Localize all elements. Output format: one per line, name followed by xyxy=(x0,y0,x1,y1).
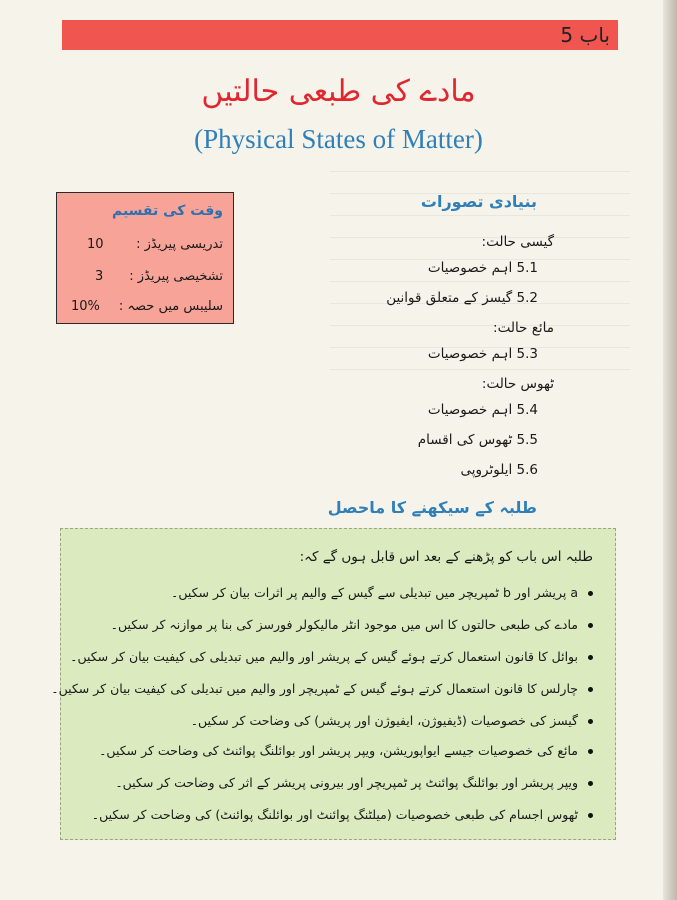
concept-item: 5.6 ایلوٹروپی xyxy=(460,462,538,478)
bullet-dot xyxy=(588,655,593,660)
time-row-label: سلیبس میں حصہ : xyxy=(118,299,223,314)
outcomes-intro: طلبہ اس باب کو پڑھنے کے بعد اس قابل ہوں گے کہ: xyxy=(299,549,593,565)
chapter-bar xyxy=(62,20,618,50)
concepts-list xyxy=(300,228,560,488)
time-row xyxy=(57,269,233,291)
bullet-dot xyxy=(588,687,593,692)
outcome-text: a پریشر اور b ٹمپریچر میں تبدیلی سے گیس کے والیم پر اثرات بیان کر سکیں۔ xyxy=(171,585,578,600)
time-row-value: 10% xyxy=(71,299,100,314)
outcome-text: گیسز کی خصوصیات (ڈیفیوژن، ایفیوژن اور پریشر) کی وضاحت کر سکیں۔ xyxy=(190,713,578,728)
time-row-label: تشخیصی پیریڈز : xyxy=(129,269,223,284)
chapter-title-urdu: مادے کی طبعی حالتیں xyxy=(201,74,476,109)
outcome-bullet xyxy=(70,649,593,664)
outcome-text: مائع کی خصوصیات جیسے ایواپوریشن، ویپر پریشر اور بوائلنگ پوائنٹ کی وضاحت کر سکیں۔ xyxy=(99,743,578,758)
concept-item: 5.4 اہم خصوصیات xyxy=(427,402,538,418)
outcome-text: چارلس کا قانون استعمال کرتے ہوئے گیس کے ٹمپریچر اور والیم میں تبدیلی کی کیفیت بیان کر سکیں۔ xyxy=(51,681,578,696)
concept-item: 5.3 اہم خصوصیات xyxy=(427,346,538,362)
concept-group: ٹھوس حالت: xyxy=(481,376,554,392)
chapter-title-english: (Physical States of Matter) xyxy=(194,124,483,154)
concept-group: مائع حالت: xyxy=(493,320,554,336)
outcome-text: بوائل کا قانون استعمال کرتے ہوئے گیس کے پریشر اور والیم میں تبدیلی کی کیفیت بیان کر سکیں۔ xyxy=(70,649,578,664)
outcomes-heading: طلبہ کے سیکھنے کا ماحصل xyxy=(327,498,537,517)
time-allocation-box xyxy=(56,192,234,324)
outcome-bullet xyxy=(51,681,593,696)
outcome-bullet xyxy=(191,713,593,728)
concept-group: گیسی حالت: xyxy=(481,234,554,250)
bullet-dot xyxy=(588,591,593,596)
outcome-bullet xyxy=(92,807,593,822)
concept-item: 5.5 ٹھوس کی اقسام xyxy=(417,432,538,448)
bullet-dot xyxy=(588,813,593,818)
time-row-value: 10 xyxy=(87,237,104,252)
bullet-dot xyxy=(588,781,593,786)
time-allocation-title: وقت کی تقسیم xyxy=(111,203,223,219)
outcome-text: ٹھوس اجسام کی طبعی خصوصیات (میلٹنگ پوائنٹ اور بوائلنگ پوائنٹ) کی وضاحت کر سکیں۔ xyxy=(91,807,578,822)
concept-item: 5.2 گیسز کے متعلق قوانین xyxy=(386,290,538,306)
time-row xyxy=(57,237,233,259)
learning-outcomes-box xyxy=(51,528,616,840)
outcome-text: ویپر پریشر اور بوائلنگ پوائنٹ پر ٹمپریچر اور بیرونی پریشر کے اثر کی وضاحت کر سکیں۔ xyxy=(115,775,578,790)
outcome-bullet xyxy=(115,775,593,790)
bullet-dot xyxy=(588,623,593,628)
chapter-label: باب 5 xyxy=(560,23,610,47)
outcome-text: مادے کی طبعی حالتوں کا اس میں موجود انٹر مالیکولر فورسز کی بنا پر موازنہ کر سکیں۔ xyxy=(110,617,578,632)
concept-item: 5.1 اہم خصوصیات xyxy=(427,260,538,276)
concepts-heading: بنیادی تصورات xyxy=(420,192,537,211)
bullet-dot xyxy=(588,749,593,754)
time-row-value: 3 xyxy=(95,269,104,284)
bullet-dot xyxy=(588,719,593,724)
outcome-bullet xyxy=(171,585,593,600)
outcome-bullet xyxy=(99,743,593,758)
outcome-bullet xyxy=(111,617,593,632)
time-row-label: تدریسی پیریڈز : xyxy=(136,237,223,252)
time-row xyxy=(57,299,233,321)
